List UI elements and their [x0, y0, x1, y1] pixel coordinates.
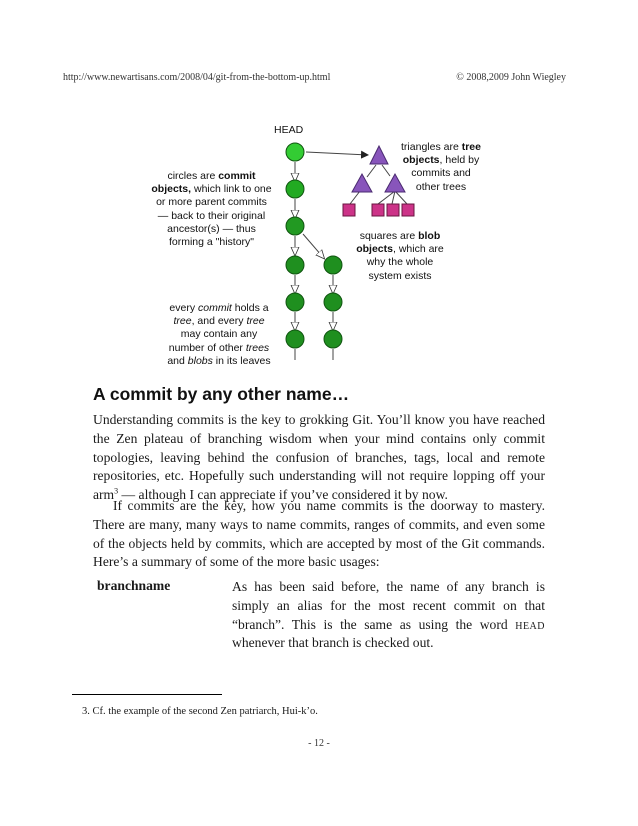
tree-node: [370, 146, 388, 164]
commit-node: [324, 256, 342, 274]
paragraph-2: If commits are the key, how you name commits is the doorway to mastery. There are many, many ways to name commits, ranges of commits, and even some of the objects held by commits, which are accepted by most of the Git commands. Here’s a summary of some of the more basic usages:: [93, 498, 545, 570]
blob-node: [343, 204, 355, 216]
commit-node: [324, 293, 342, 311]
definition-description: As has been said before, the name of any branch is simply an alias for the most recent commit on that “branch”. This is the same as using the word head whenever that branch is checked out.: [232, 579, 545, 651]
blob-squares: [343, 204, 414, 216]
page-number: - 12 -: [308, 738, 330, 749]
head-commit: [286, 143, 304, 161]
trees-caption: triangles are tree objects, held by commits and other trees: [401, 141, 481, 193]
commit-circles: [286, 143, 342, 348]
paragraph-1: Understanding commits is the key to grokking Git. You’ll know you have reached the Zen plateau of branching wisdom when your mind contains only commit topologies, leaving behind the confusion of branches, tags, local and remote repositories, etc. Hopefully such understanding will not require lopping off your arm$^3$ — although I can appreciate if you’ve considered it by now.: [93, 412, 545, 503]
footnote-ref: 3: [114, 486, 119, 496]
header-copyright: © 2008,2009 John Wiegley: [456, 72, 566, 83]
header-url: http://www.newartisans.com/2008/04/git-from-the-bottom-up.html: [63, 72, 331, 83]
blob-node: [402, 204, 414, 216]
blob-node: [387, 204, 399, 216]
commit-node: [286, 217, 304, 235]
commits-caption: circles are commit objects, which link to one or more parent commits — back to their original ancestor(s) — thus forming a "history": [151, 170, 272, 249]
footnote: 3. Cf. the example of the second Zen patriarch, Hui-k’o.: [82, 706, 318, 717]
commit-node: [286, 256, 304, 274]
head-label: HEAD: [274, 124, 304, 136]
tree-node: [352, 174, 372, 192]
commit-node: [286, 293, 304, 311]
git-object-diagram: [0, 0, 638, 380]
commit-node: [324, 330, 342, 348]
section-title: A commit by any other name…: [93, 384, 350, 404]
leaves-caption: every commit holds a tree, and every tree may contain any number of other trees and blobs in its leaves: [167, 302, 271, 367]
footnote-rule: [72, 694, 222, 695]
commit-node: [286, 330, 304, 348]
definition-term: branchname: [97, 578, 171, 593]
commit-node: [286, 180, 304, 198]
blobs-caption: squares are blob objects, which are why the whole system exists: [356, 230, 444, 282]
blob-node: [372, 204, 384, 216]
